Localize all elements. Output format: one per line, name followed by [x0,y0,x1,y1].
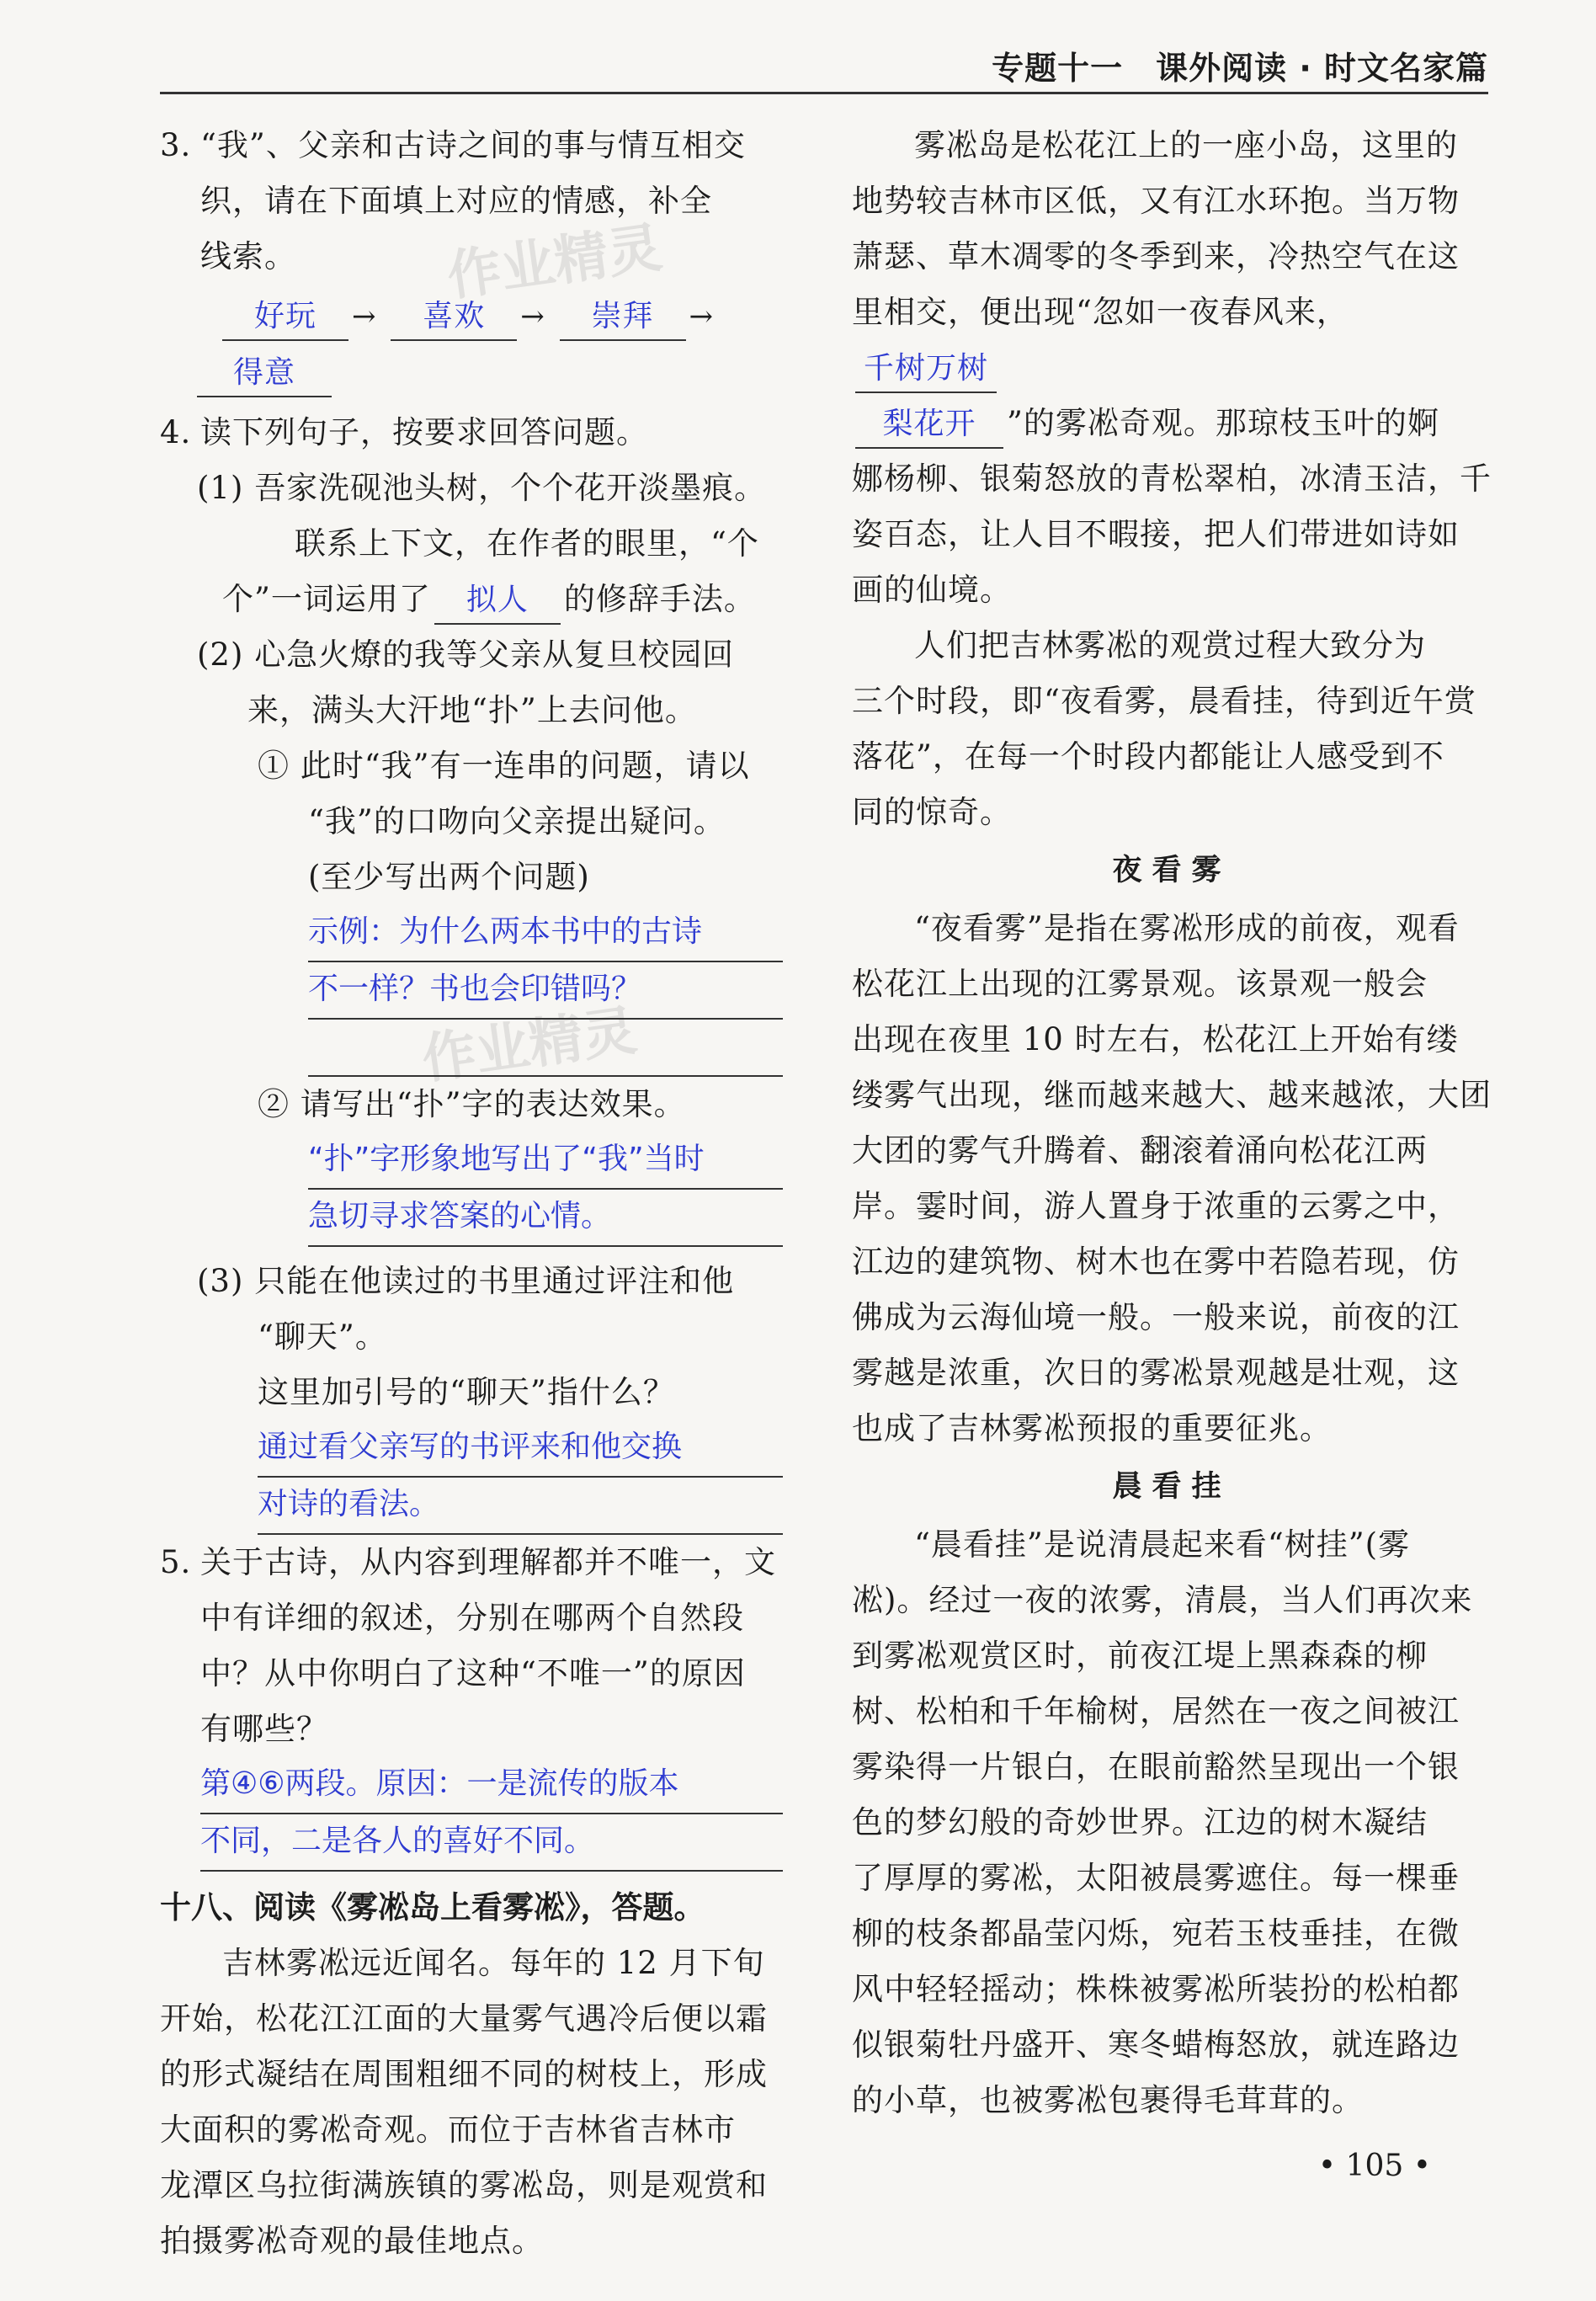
answer-blank[interactable]: 梨花开 [855,402,1003,449]
paragraph-line: 缕雾气出现，继而越来越大、越来越浓，大团 [852,1077,1492,1113]
arrow-icon: → [689,300,715,333]
sub-label: (1) [197,470,244,506]
quoted-sentence: 只能在他读过的书里通过评注和他 [254,1263,735,1299]
question-text: 织，请在下面填上对应的情感，补全 [200,183,712,219]
subheading-morning-rime: 晨看挂 [1112,1469,1232,1504]
paragraph-line: 也成了吉林雾凇预报的重要征兆。 [852,1410,1332,1446]
paragraph-line: 落花”，在每一个时段内都能让人感受到不 [852,738,1444,775]
arrow-icon: → [352,300,377,333]
paragraph-line: 地势较吉林市区低，又有江水环抱。当万物 [852,183,1460,219]
paragraph-line: 同的惊奇。 [852,794,1012,830]
paragraph-line: 雾染得一片银白，在眼前豁然呈现出一个银 [852,1749,1460,1785]
quoted-sentence: “聊天”。 [258,1318,387,1355]
quoted-sentence: 心急火燎的我等父亲从复旦校园回 [254,637,735,673]
section-title: 十八、阅读《雾凇岛上看雾凇》，答题。 [160,1889,705,1925]
paragraph-line: 风中轻轻摇动；株株被雾凇所装扮的松柏都 [852,1971,1460,2007]
paragraph-line: 大团的雾气升腾着、翻滚着涌向松花江两 [852,1132,1428,1169]
answer-blank[interactable]: 喜欢 [391,294,517,341]
answer-line[interactable]: 对诗的看法。 [258,1478,783,1535]
question-number: 3. [160,127,192,163]
paragraph-line: 娜杨柳、银菊怒放的青松翠柏，冰清玉洁，千 [852,461,1492,497]
paragraph-line: 姿百态，让人目不暇接，把人们带进如诗如 [852,516,1460,552]
paragraph-line: 色的梦幻般的奇妙世界。江边的树木凝结 [852,1804,1428,1840]
question-text: 联系上下文，在作者的眼里，“个 [295,525,759,562]
paragraph-line: 三个时段，即“夜看雾，晨看挂，待到近午赏 [852,683,1476,719]
answer-line[interactable]: “扑”字形象地写出了“我”当时 [308,1132,783,1190]
paragraph-line: “夜看雾”是指在雾凇形成的前夜，观看 [914,910,1460,946]
question-text: 中有详细的叙述，分别在哪两个自然段 [200,1600,744,1636]
header-rule [160,92,1488,94]
question-number: 4. [160,414,192,450]
question-text: (至少写出两个问题) [308,859,590,895]
answer-blank[interactable]: 得意 [197,350,332,397]
sub-label: ② [258,1086,290,1122]
paragraph-line: 拍摄雾凇奇观的最佳地点。 [160,2223,544,2259]
paragraph-line: 吉林雾凇远近闻名。每年的 12 月下旬 [222,1945,765,1981]
paragraph-line: “晨看挂”是说清晨起来看“树挂”(雾 [914,1526,1411,1563]
answer-line[interactable]: 示例：为什么两本书中的古诗 [308,905,783,962]
sub-label: ① [258,748,290,784]
paragraph-line: 龙潭区乌拉街满族镇的雾凇岛，则是观赏和 [160,2167,768,2203]
page-number: • 105 • [1317,2149,1431,2183]
question-text: 中？从中你明白了这种“不唯一”的原因 [200,1655,746,1691]
question-text: “我”的口吻向父亲提出疑问。 [308,803,726,839]
answer-blank[interactable]: 好玩 [222,294,348,341]
paragraph-line: 大面积的雾凇奇观。而位于吉林省吉林市 [160,2112,736,2148]
header-title: 专题十一 课外阅读 · 时文名家篇 [992,50,1488,87]
paragraph-text: 里相交，便出现“忽如一夜春风来， [852,294,1349,330]
paragraph-line: 树、松柏和千年榆树，居然在一夜之间被江 [852,1693,1460,1729]
answer-line[interactable] [308,1020,783,1077]
subheading-night-fog: 夜看雾 [1112,853,1232,887]
paragraph-line: 到雾凇观赏区时，前夜江堤上黑森森的柳 [852,1638,1428,1674]
answer-line[interactable]: 急切寻求答案的心情。 [308,1190,783,1247]
question-text: 个”一词运用了 [222,581,431,617]
paragraph-line: 开始，松花江江面的大量雾气遇冷后便以霜 [160,2000,768,2037]
question-number: 5. [160,1544,192,1580]
paragraph-line: 雾越是浓重，次日的雾凇景观越是壮观，这 [852,1355,1460,1391]
paragraph-line: 似银菊牡丹盛开、寒冬蜡梅怒放，就连路边 [852,2027,1460,2063]
paragraph-line: 凇)。经过一夜的浓雾，清晨，当人们再次来 [852,1582,1473,1618]
paragraph-line: 的小草，也被雾凇包裹得毛茸茸的。 [852,2082,1364,2118]
question-text: 关于古诗，从内容到理解都并不唯一，文 [200,1544,776,1580]
right-column [852,118,1492,2128]
paragraph-text: ”的雾凇奇观。那琼枝玉叶的婀 [1007,405,1439,441]
paragraph-line: 萧瑟、草木凋零的冬季到来，冷热空气在这 [852,238,1460,274]
answer-blank[interactable]: 千树万树 [855,346,997,393]
answer-line[interactable]: 第④⑥两段。原因：一是流传的版本 [200,1757,783,1814]
paragraph-line: 人们把吉林雾凇的观赏过程大致分为 [914,627,1426,663]
paragraph-line: 江边的建筑物、树木也在雾中若隐若现，仿 [852,1244,1460,1280]
paragraph-line: 佛成为云海仙境一般。一般来说，前夜的江 [852,1299,1460,1335]
question-text: 此时“我”有一连串的问题，请以 [300,748,750,784]
answer-line[interactable]: 不同，二是各人的喜好不同。 [200,1814,783,1872]
quoted-sentence: 来，满头大汗地“扑”上去问他。 [247,692,697,728]
watermark: 作业精灵 [418,999,641,1092]
sub-label: (3) [197,1263,244,1299]
sub-label: (2) [197,637,244,673]
paragraph-line: 柳的枝条都晶莹闪烁，宛若玉枝垂挂，在微 [852,1915,1460,1952]
question-text: “我”、父亲和古诗之间的事与情互相交 [200,127,746,163]
question-3 [160,118,783,400]
answer-blank[interactable]: 拟人 [434,578,561,625]
paragraph-line: 了厚厚的雾凇，太阳被晨雾遮住。每一棵垂 [852,1860,1460,1896]
watermark: 作业精灵 [443,216,666,309]
arrow-icon: → [520,300,545,333]
question-text: 读下列句子，按要求回答问题。 [200,414,648,450]
paragraph-line: 出现在夜里 10 时左右，松花江上开始有缕 [852,1021,1459,1057]
answer-line[interactable]: 通过看父亲写的书评来和他交换 [258,1420,783,1478]
emotion-chain [160,288,783,344]
answer-blank[interactable]: 崇拜 [560,294,686,341]
left-column [160,118,783,2269]
section-18 [160,1880,783,2269]
question-text: 有哪些？ [200,1711,328,1747]
paragraph-line: 岸。霎时间，游人置身于浓重的云雾之中， [852,1188,1460,1224]
paragraph-line: 雾凇岛是松花江上的一座小岛，这里的 [914,127,1458,163]
answer-line[interactable]: 不一样？书也会印错吗？ [308,962,783,1020]
quoted-sentence: 吾家洗砚池头树，个个花开淡墨痕。 [254,470,767,506]
paragraph-line: 松花江上出现的江雾景观。该景观一般会 [852,966,1428,1002]
question-5 [160,1535,783,1872]
question-4 [160,405,783,1535]
page-header [160,42,1488,94]
question-text: 请写出“扑”字的表达效果。 [300,1086,686,1122]
question-text: 这里加引号的“聊天”指什么？ [258,1374,675,1410]
paragraph-line: 画的仙境。 [852,572,1012,608]
paragraph-line: 的形式凝结在周围粗细不同的树枝上，形成 [160,2056,768,2092]
question-text: 线索。 [200,238,296,274]
question-text: 的修辞手法。 [563,581,756,617]
